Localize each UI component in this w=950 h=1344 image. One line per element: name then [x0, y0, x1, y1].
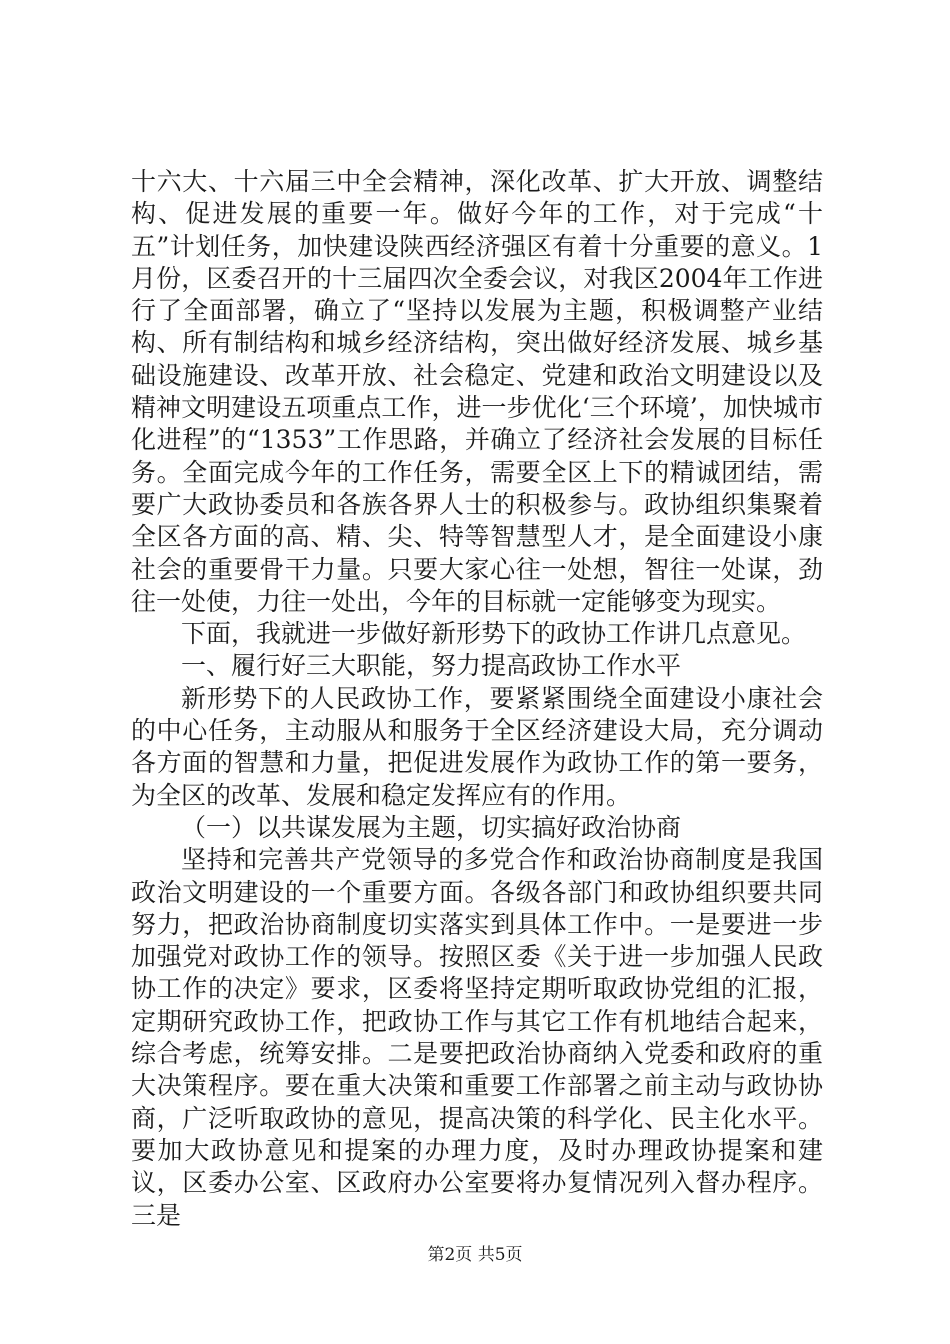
document-body: [131, 166, 823, 1232]
section-heading-1: 一、履行好三大职能，努力提高政协工作水平: [181, 651, 682, 681]
paragraph-continuation: 十六大、十六届三中全会精神，深化改革、扩大开放、调整结构、促进发展的重要一年。做好今年的工作，对于完成“十五”计划任务，加快建设陕西经济强区有着十分重要的意义。1月份，区委召开的十三届四次全委会议，对我区2004年工作进行了全面部署，确立了“坚持以发展为主题，积极调整产业结构、所有制结构和城乡经济结构，突出做好经济发展、城乡基础设施建设、改革开放、社会稳定、党建和政治文明建设以及精神文明建设五项重点工作，进一步优化‘三个环境’，加快城市化进程”的“1353”工作思路，并确立了经济社会发展的目标任务。全面完成今年的工作任务，需要全区上下的精诚团结，需要广大政协委员和各族各界人士的积极参与。政协组织集聚着全区各方面的高、精、尖、特等智慧型人才，是全面建设小康社会的重要骨干力量。只要大家心往一处想，智往一处谋，劲往一处使，力往一处出，今年的目标就一定能够变为现实。: [131, 167, 823, 616]
paragraph-political-consultation: 坚持和完善共产党领导的多党合作和政治协商制度是我国政治文明建设的一个重要方面。各级各部门和政协组织要共同努力，把政治协商制度切实落实到具体工作中。一是要进一步加强党对政协工作的领导。按照区委《关于进一步加强人民政协工作的决定》要求，区委将坚持定期听取政协党组的汇报，定期研究政协工作，把政协工作与其它工作有机地结合起来，综合考虑，统筹安排。二是要把政治协商纳入党委和政府的重大决策程序。要在重大决策和重要工作部署之前主动与政协协商，广泛听取政协的意见，提高决策的科学化、民主化水平。要加大政协意见和提案的办理力度，及时办理政协提案和建议，区委办公室、区政府办公室要将办复情况列入督办程序。三是: [131, 845, 823, 1230]
page-number-footer: 第2页 共5页: [427, 1245, 523, 1265]
paragraph-new-situation: 新形势下的人民政协工作，要紧紧围绕全面建设小康社会的中心任务，主动服从和服务于全区经济建设大局，充分调动各方面的智慧和力量，把促进发展作为政协工作的第一要务，为全区的改革、发展和稳定发挥应有的作用。: [131, 683, 823, 810]
paragraph-intro-opinions: 下面，我就进一步做好新形势下的政协工作讲几点意见。: [181, 619, 807, 649]
subsection-heading-1: （一）以共谋发展为主题，切实搞好政治协商: [181, 812, 682, 842]
